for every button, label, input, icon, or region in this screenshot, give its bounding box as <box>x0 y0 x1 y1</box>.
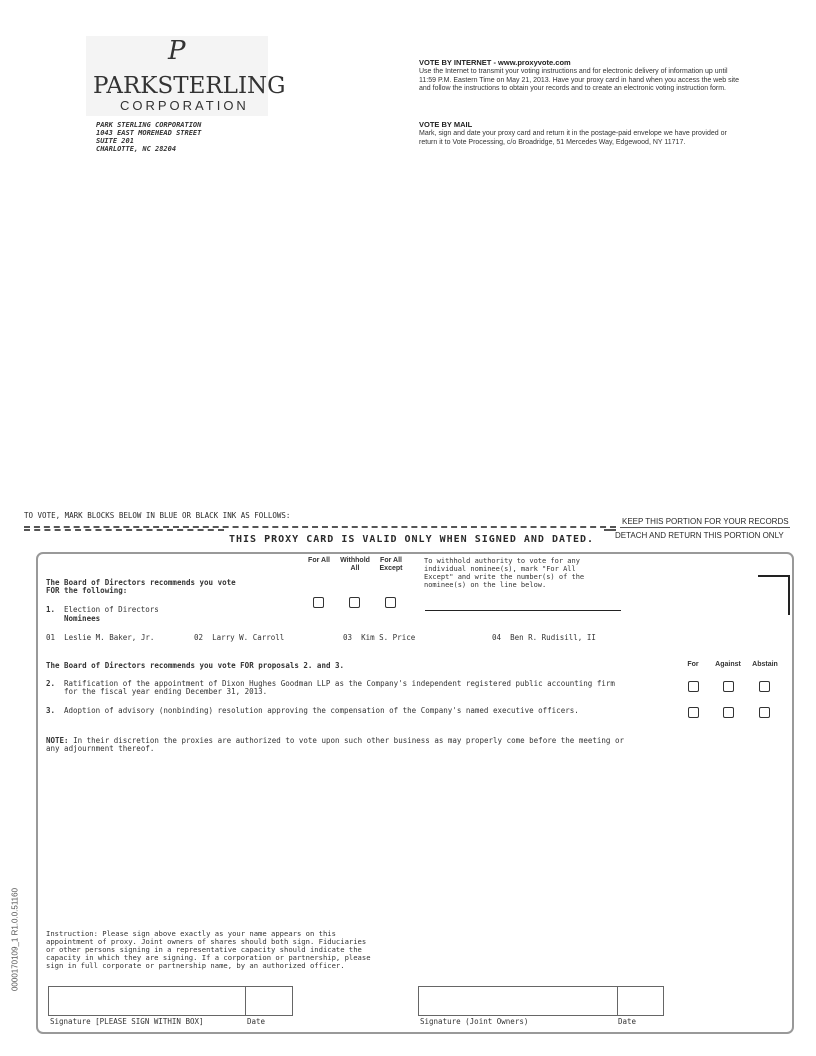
keep-portion-label: KEEP THIS PORTION FOR YOUR RECORDS <box>622 517 789 526</box>
nominee-name: Leslie M. Baker, Jr. <box>64 633 155 642</box>
joint-date-label: Date <box>618 1017 637 1026</box>
vote-internet-text: Use the Internet to transmit your voting instructions and for electronic delivery of information up until 11:59 P.M. Eastern Time on May 21, 2013. Have your proxy card in hand when you access the web site and follow the instructions to obtain your records and to create an electronic voting instruction form. <box>419 68 739 93</box>
withhold-instruction-line: To withhold authority to vote for any <box>424 557 580 565</box>
item-3-text: Adoption of advisory (nonbinding) resolution approving the compensation of the Company's named executive officers. <box>64 706 579 715</box>
vote-internet-title: VOTE BY INTERNET - www.proxyvote.com <box>419 58 571 67</box>
nominee-num: 02 <box>194 633 204 642</box>
item-1-number: 1. <box>46 605 56 614</box>
nominee-name: Kim S. Price <box>361 633 416 642</box>
nominee-03 <box>343 633 415 642</box>
signature-box[interactable] <box>48 986 246 1016</box>
item-2-for-checkbox[interactable] <box>688 681 699 692</box>
scan-corner-mark <box>758 575 790 615</box>
instruction-line: capacity in which they are signing. If a corporation or partnership, please <box>46 953 371 962</box>
logo-mark: P <box>168 36 186 66</box>
except-numbers-line[interactable] <box>425 610 621 611</box>
note-line: In their discretion the proxies are authorized to vote upon such other business as may properly come before the meeting or <box>73 736 624 745</box>
date-box[interactable] <box>244 986 293 1016</box>
joint-signature-box[interactable] <box>418 986 618 1016</box>
col-abstain: Abstain <box>752 661 778 668</box>
detach-line-2 <box>24 529 224 531</box>
joint-signature-label: Signature (Joint Owners) <box>420 1017 529 1026</box>
board-recommend-2: The Board of Directors recommends you vote FOR proposals 2. and 3. <box>46 661 345 670</box>
logo-name: PARKSTERLING <box>93 73 286 99</box>
keep-underline <box>620 527 790 528</box>
nominee-02 <box>194 633 284 642</box>
item-2-abstain-checkbox[interactable] <box>759 681 770 692</box>
item-2-number: 2. <box>46 679 56 688</box>
address-line: 1043 EAST MOREHEAD STREET <box>96 129 202 137</box>
logo-subtitle: CORPORATION <box>120 98 249 113</box>
company-address <box>96 121 201 153</box>
withhold-instruction-line: individual nominee(s), mark "For All <box>424 565 576 573</box>
col-for-all-except: For All Except <box>379 557 403 572</box>
to-vote-instruction: TO VOTE, MARK BLOCKS BELOW IN BLUE OR BLACK INK AS FOLLOWS: <box>24 511 291 520</box>
instruction-line: sign in full corporate or partnership name, by an authorized officer. <box>46 961 345 970</box>
nominee-num: 04 <box>492 633 502 642</box>
col-withhold-all: Withhold All <box>340 557 370 572</box>
nominee-num: 03 <box>343 633 353 642</box>
item-1-label: Election of Directors <box>64 605 159 614</box>
item-3-abstain-checkbox[interactable] <box>759 707 770 718</box>
address-line: CHARLOTTE, NC 28204 <box>96 145 177 153</box>
col-against: Against <box>715 661 741 668</box>
instruction-line: Instruction: Please sign above exactly as your name appears on this <box>46 929 336 938</box>
nominee-01 <box>46 633 154 642</box>
withhold-instruction-line: nominee(s) on the line below. <box>424 581 547 589</box>
nominee-04 <box>492 633 596 642</box>
item-2-text-2: for the fiscal year ending December 31, 2013. <box>64 687 268 696</box>
col-for: For <box>687 661 699 668</box>
withhold-instruction-line: Except" and write the number(s) of the <box>424 573 585 581</box>
board-recommend-1b: FOR the following: <box>46 586 128 595</box>
board-recommend-1: The Board of Directors recommends you vote <box>46 578 236 587</box>
address-line: SUITE 201 <box>96 137 134 145</box>
note-text-2: any adjournment thereof. <box>46 744 155 753</box>
side-control-code: 0000170109_1 R1.0.0.51160 <box>10 887 20 992</box>
valid-notice: THIS PROXY CARD IS VALID ONLY WHEN SIGNED AND DATED. <box>229 534 595 545</box>
joint-date-box[interactable] <box>616 986 664 1016</box>
signing-instruction <box>46 930 371 970</box>
nominee-num: 01 <box>46 633 56 642</box>
item-2-against-checkbox[interactable] <box>723 681 734 692</box>
nominees-label: Nominees <box>64 614 101 623</box>
item-3-number: 3. <box>46 706 56 715</box>
date-label: Date <box>247 1017 266 1026</box>
nominee-name: Ben R. Rudisill, II <box>510 633 596 642</box>
signature-label: Signature [PLEASE SIGN WITHIN BOX] <box>50 1017 204 1026</box>
instruction-line: or other persons signing in a representative capacity should indicate the <box>46 945 362 954</box>
nominee-name: Larry W. Carroll <box>212 633 285 642</box>
item-3-against-checkbox[interactable] <box>723 707 734 718</box>
item-2-text: Ratification of the appointment of Dixon Hughes Goodman LLP as the Company's independent registered public accounting firm <box>64 679 615 688</box>
withhold-all-checkbox[interactable] <box>349 597 360 608</box>
withhold-instructions <box>424 557 584 589</box>
return-portion-label: DETACH AND RETURN THIS PORTION ONLY <box>615 531 784 540</box>
note-label: NOTE: <box>46 736 69 745</box>
instruction-line: appointment of proxy. Joint owners of shares should both sign. Fiduciaries <box>46 937 367 946</box>
vote-mail-text: Mark, sign and date your proxy card and return it in the postage-paid envelope we have provided or return it to Vote Processing, c/o Broadridge, 51 Mercedes Way, Edgewood, NY 11717. <box>419 130 727 146</box>
for-all-checkbox[interactable] <box>313 597 324 608</box>
address-line: PARK STERLING CORPORATION <box>96 121 202 129</box>
vote-mail-title: VOTE BY MAIL <box>419 120 473 129</box>
item-3-for-checkbox[interactable] <box>688 707 699 718</box>
for-all-except-checkbox[interactable] <box>385 597 396 608</box>
col-for-all: For All <box>308 557 330 564</box>
detach-line <box>24 526 616 528</box>
